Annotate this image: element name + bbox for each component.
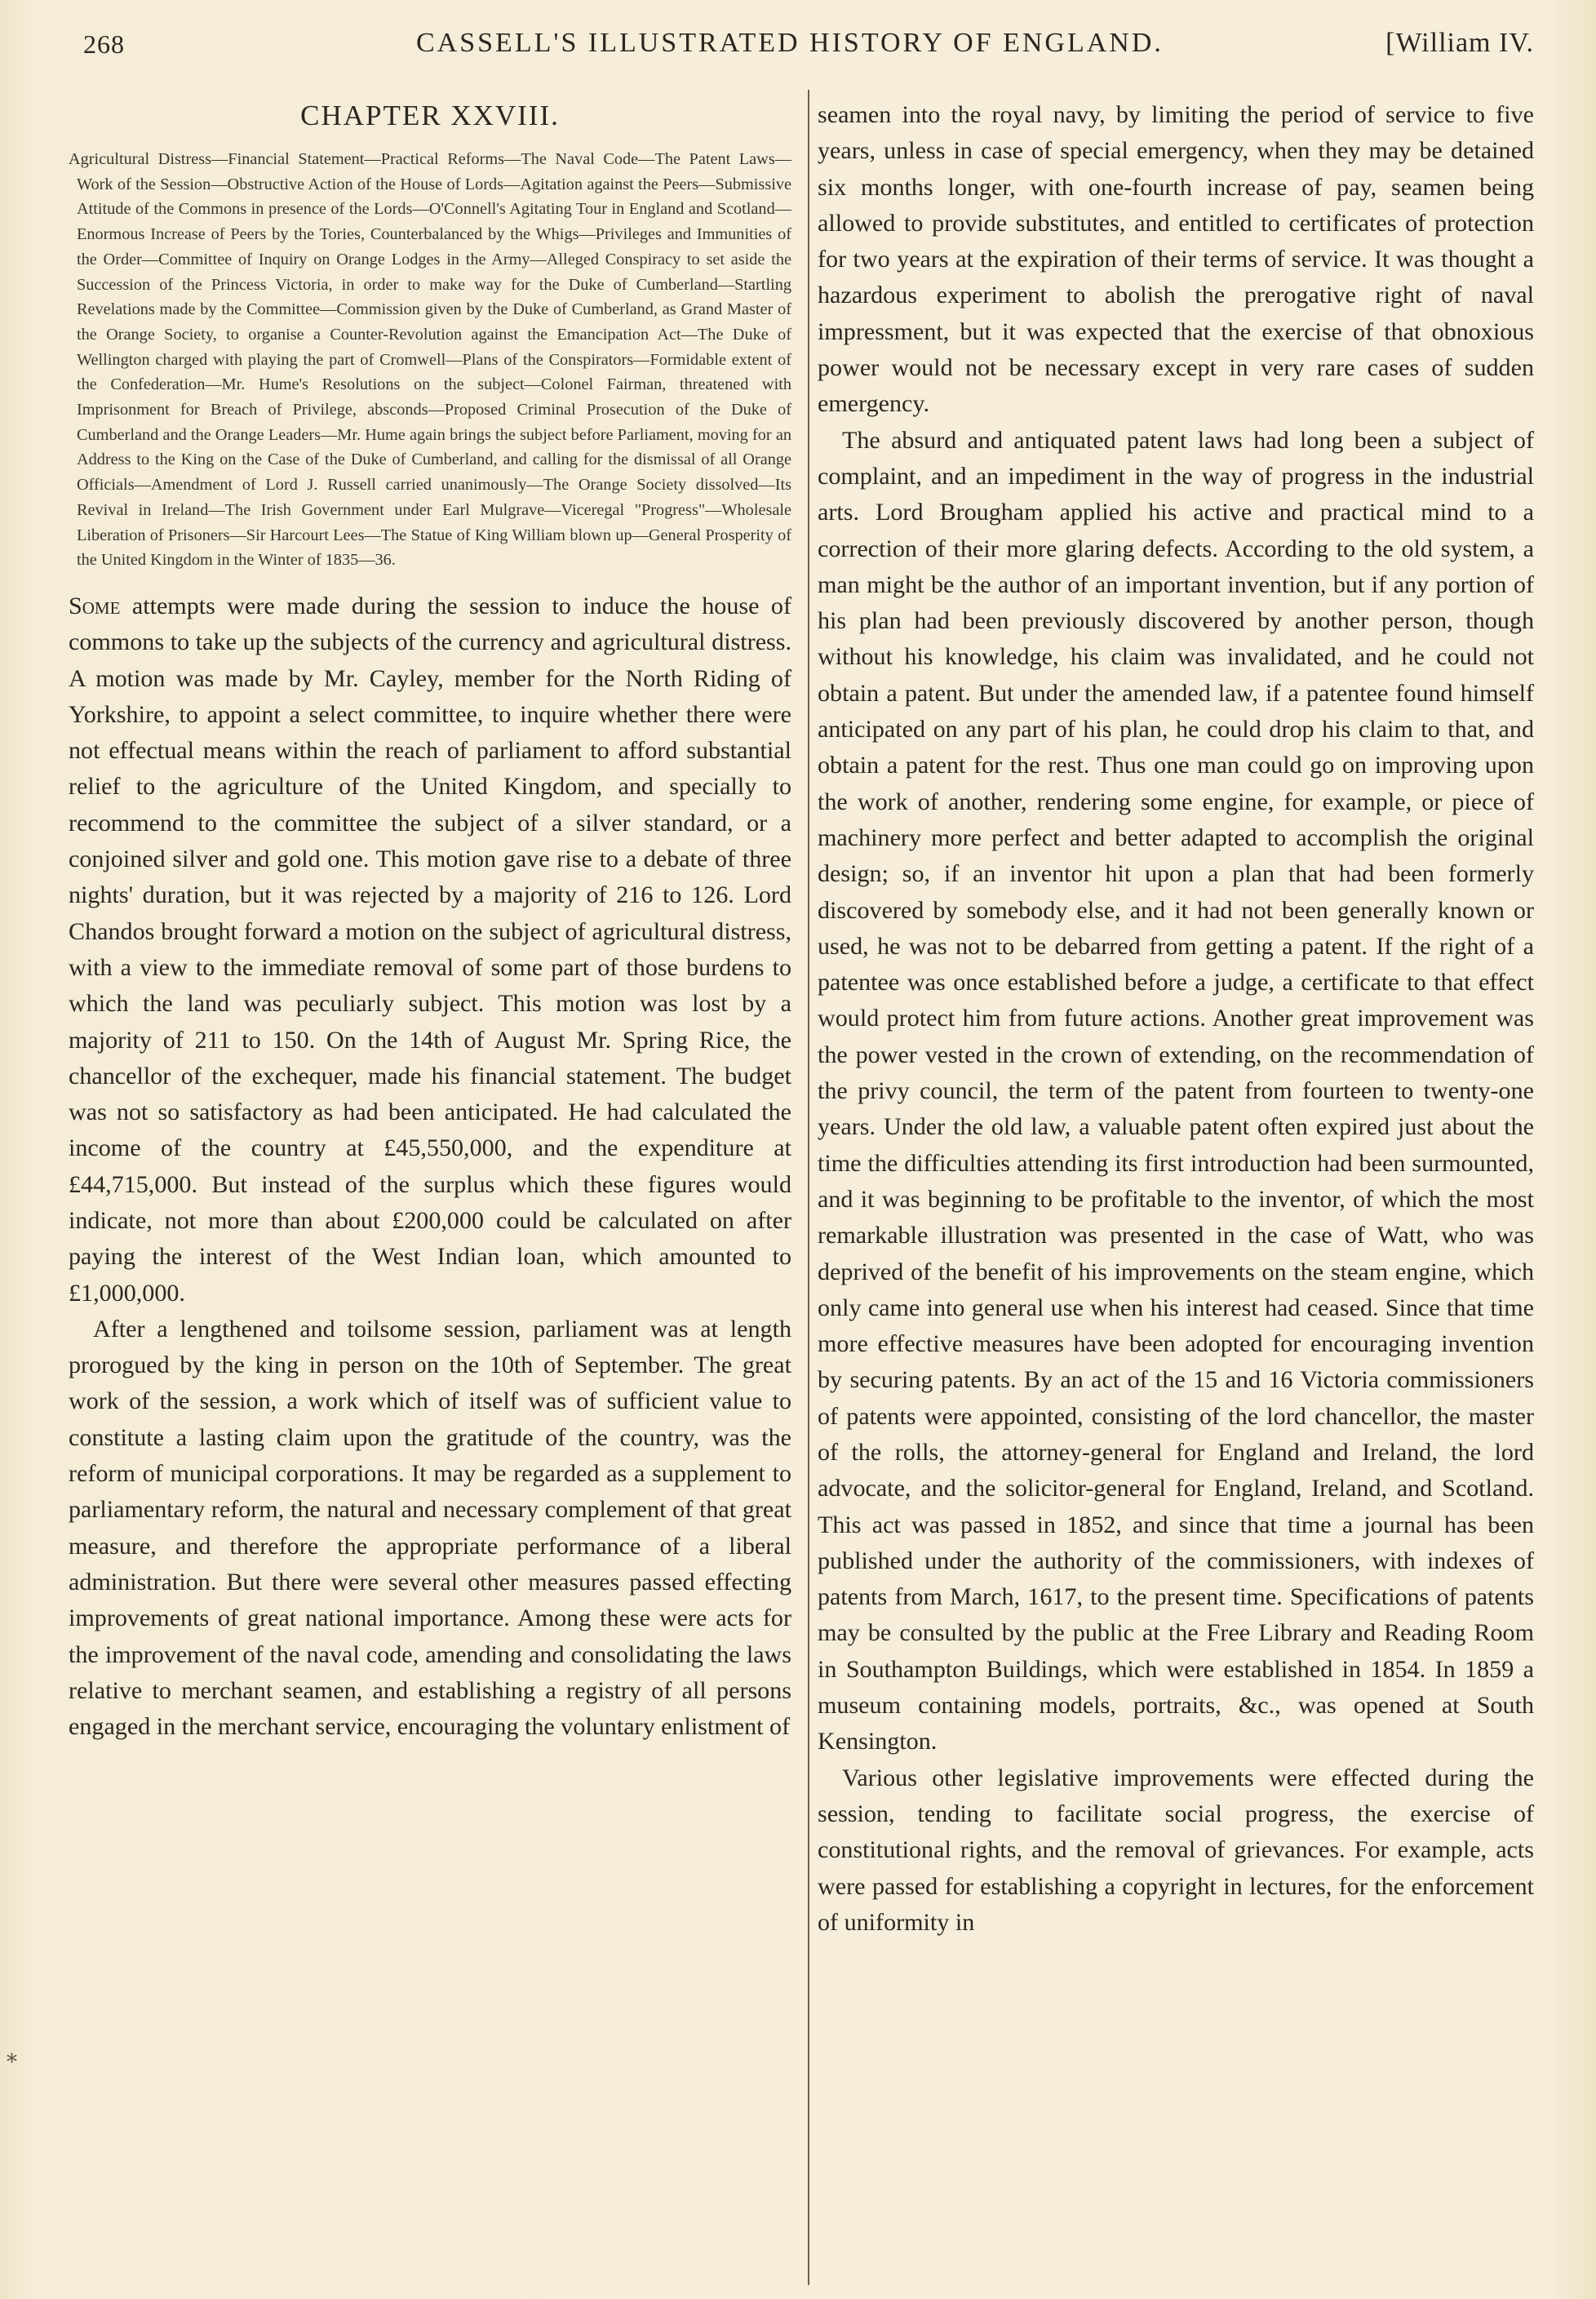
left-column [69,96,791,1744]
margin-mark: * [7,2050,17,2075]
paragraph: seamen into the royal navy, by limiting the period of service to five years, unless in case of special emergency, when they may be detained six months longer, with one-fourth increase of pay, seamen being allowed to provide substitutes, and entitled to certificates of protection for two years at the expiration of their terms of service. It was thought a hazardous experiment to abolish the prerogative right of naval impressment, but it was expected that the exercise of that obnoxious power would not be necessary except in very rare cases of sudden emergency. [818,100,1534,418]
chapter-synopsis: Agricultural Distress—Financial Statement—Practical Reforms—The Naval Code—The Patent Laws—Work of the Session—Obstructive Action of the House of Lords—Agitation against the Peers—Submissive Attitude of the Commons in presence of the Lords—O'Connell's Agitating Tour in England and Scotland—Enormous Increase of Peers by the Tories, Counterbalanced by the Whigs—Privileges and Immunities of the Order—Committee of Inquiry on Orange Lodges in the Army—Alleged Conspiracy to set aside the Succession of the Princess Victoria, in order to make way for the Duke of Cumberland—Startling Revelations made by the Committee—Commission given by the Duke of Cumberland, as Grand Master of the Orange Society, to organise a Counter-Revolution against the Emancipation Act—The Duke of Wellington charged with playing the part of Cromwell—Plans of the Conspirators—Formidable extent of the Confederation—Mr. Hume's Resolutions on the subject—Colonel Fairman, threatened with Imprisonment for Breach of Privilege, absconds—Proposed Criminal Prosecution of the Duke of Cumberland and the Orange Leaders—Mr. Hume again brings the subject before Parliament, moving for an Address to the King on the Case of the Duke of Cumberland, and calling for the dismissal of all Orange Officials—Amendment of Lord J. Russell carried unanimously—The Orange Society dissolved—Its Revival in Ireland—The Irish Government under Earl Mulgrave—Viceregal "Progress"—Wholesale Liberation of Prisoners—Sir Harcourt Lees—The Statue of King William blown up—General Prosperity of the United Kingdom in the Winter of 1835—36. [69,150,791,570]
running-title: CASSELL'S ILLUSTRATED HISTORY OF ENGLAND. [416,28,1164,58]
paragraph [69,588,791,1311]
paragraph-text: attempts were made during the session to induce the house of commons to take up the subjects of the currency and agricultural distress. A motion was made by Mr. Cayley, member for the North Riding of Yorkshire, to appoint a select committee, to inquire whether there were not effectual means within the reach of parliament to afford substantial relief to the agriculture of the United Kingdom, and specially to recommend to the committee the subject of a silver standard, or a conjoined silver and gold one. This motion gave rise to a debate of three nights' duration, but it was rejected by a majority of 216 to 126. Lord Chandos brought forward a motion on the subject of agricultural distress, with a view to the immediate removal of some part of those burdens to which the land was peculiarly subject. This motion was lost by a majority of 211 to 150. On the 14th of August Mr. Spring Rice, the chancellor of the exchequer, made his financial statement. The budget was not so satisfactory as had been anticipated. He had calculated the income of the country at £45,550,000, and the expenditure at £44,715,000. But instead of the surplus which these figures would indicate, not more than about £200,000 could be calculated on after paying the interest of the West Indian loan, which amounted to £1,000,000. [69,591,791,1307]
column-divider [808,90,809,2285]
running-header [65,26,1534,62]
paragraph: After a lengthened and toilsome session, parliament was at length prorogued by the king in person on the 10th of September. The great work of the session, a work which of itself was of sufficient value to constitute a lasting claim upon the gratitude of the country, was the reform of municipal corporations. It may be regarded as a supplement to parliamentary reform, the natural and necessary complement of that great measure, and therefore the appropriate performance of a liberal administration. But there were several other measures passed effecting improvements of great national importance. Among these were acts for the improvement of the naval code, amending and consolidating the laws relative to merchant seamen, and establishing a registry of all persons engaged in the merchant service, encouraging the voluntary enlistment of [69,1314,791,1741]
paragraph: Various other legislative improvements were effected during the session, tending to facilitate social progress, the exercise of constitutional rights, and the removal of grievances. For example, acts were passed for establishing a copyright in lectures, for the enforcement of uniformity in [818,1763,1534,1936]
page-number: 268 [83,29,125,59]
chapter-title: CHAPTER XXVIII. [300,100,560,131]
reign-label: [William IV. [1385,28,1534,58]
drop-word: Some [69,591,121,619]
right-column [818,96,1534,1940]
paragraph: The absurd and antiquated patent laws had long been a subject of complaint, and an impediment in the way of progress in the industrial arts. Lord Brougham applied his active and practical mind to a correction of their more glaring defects. According to the old system, a man might be the author of an important invention, but if any portion of his plan had been previously discovered by another person, though without his knowledge, his claim was invalidated, and he could not obtain a patent. But under the amended law, if a patentee found himself anticipated on any part of his plan, he could drop his claim to that, and obtain a patent for the rest. Thus one man could go on improving upon the work of another, rendering some engine, for example, or piece of machinery more perfect and better adapted to accomplish the original design; so, if an inventor hit upon a plan that had been formerly discovered by somebody else, and it had not been generally known or used, he was not to be debarred from getting a patent. If the right of a patentee was once established before a judge, a certificate to that effect would protect him from future actions. Another great improvement was the power vested in the crown of extending, on the recommendation of the privy council, the term of the patent from fourteen to twenty-one years. Under the old law, a valuable patent often expired just about the time the difficulties attending its first introduction had been surmounted, and it was beginning to be profitable to the inventor, of which the most remarkable illustration was presented in the case of Watt, who was deprived of the benefit of his improvements on the steam engine, which only came into general use when his interest had ceased. Since that time more effective measures have been adopted for encouraging invention by securing patents. By an act of the 15 and 16 Victoria commissioners of patents were appointed, consisting of the lord chancellor, the master of the rolls, the attorney-general for England and Ireland, the lord advocate, and the solicitor-general for England, Ireland, and Scotland. This act was passed in 1852, and since that time a journal has been published under the authority of the commissioners, with indexes of patents from March, 1617, to the present time. Specifications of patents may be consulted by the public at the Free Library and Reading Room in Southampton Buildings, which were established in 1854. In 1859 a museum containing models, portraits, &c., was opened at South Kensington. [818,425,1534,1755]
